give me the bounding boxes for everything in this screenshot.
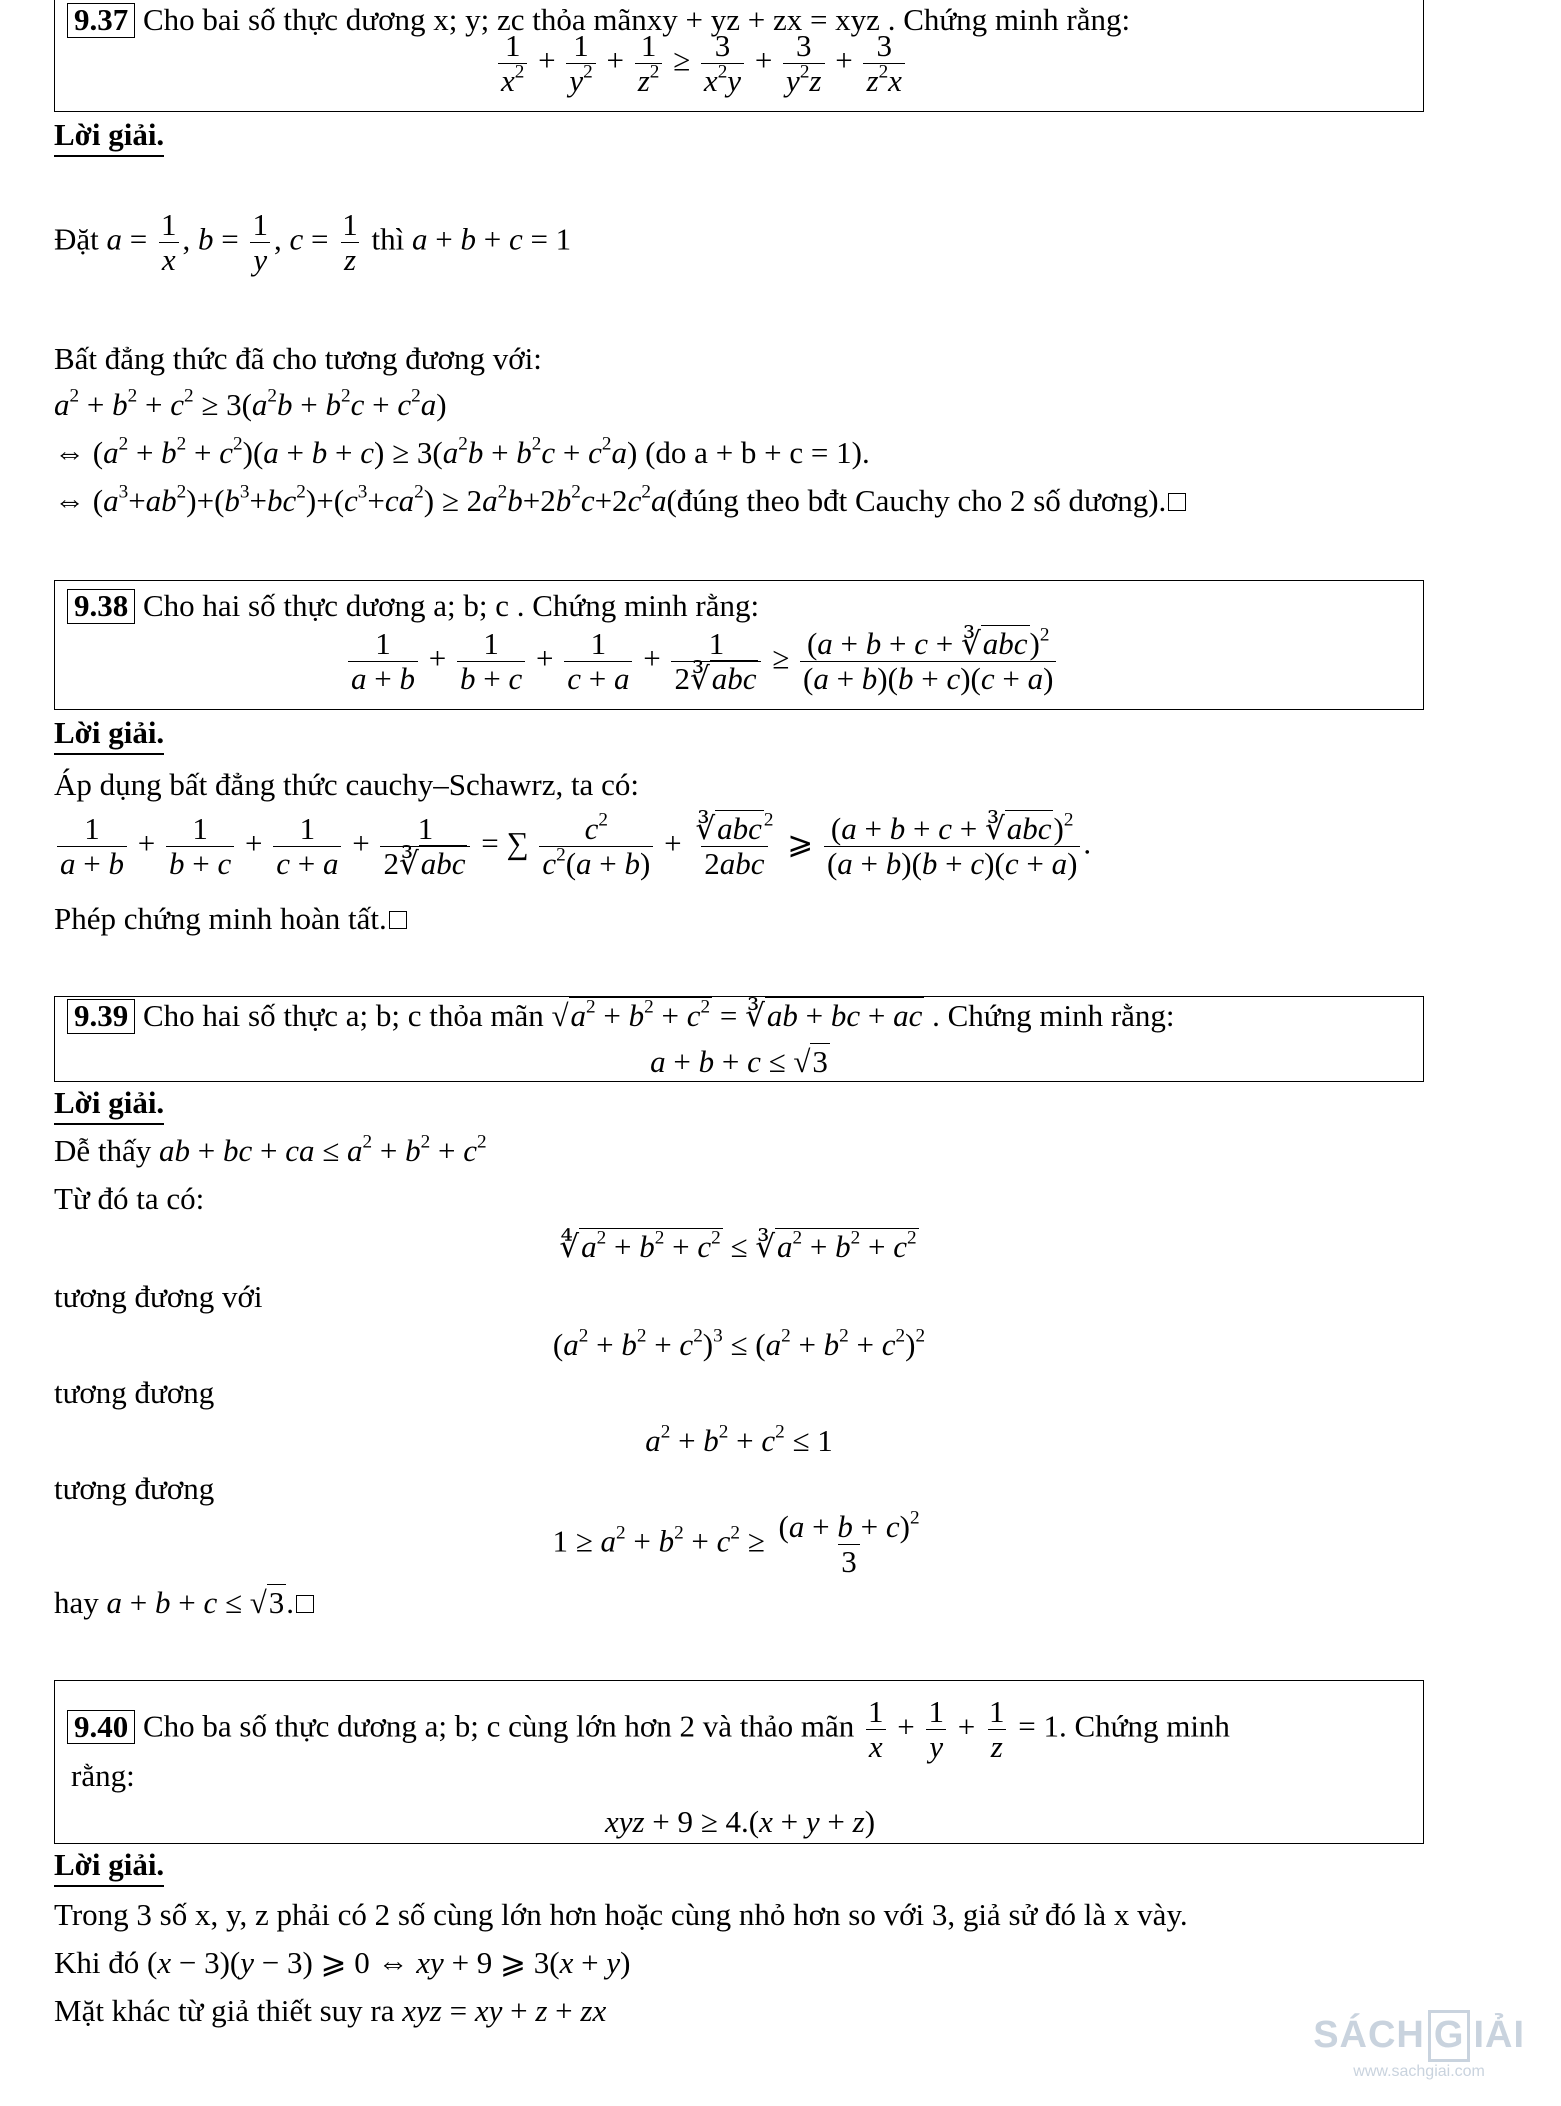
problem-statement: Cho hai số thực a; b; c thỏa mãn <box>143 998 544 1033</box>
qed-icon <box>1168 493 1186 511</box>
solution-text: Áp dụng bất đẳng thức cauchy–Schawrz, ta có: <box>54 767 639 802</box>
qed-icon <box>389 911 407 929</box>
solution-text: Trong 3 số x, y, z phải có 2 số cùng lớn hơn hoặc cùng nhỏ hơn so với 3, giả sử đó là x vày. <box>54 1897 1188 1932</box>
solution-label: Lời giải. <box>54 714 164 755</box>
logo-url: www.sachgiai.com <box>1353 2062 1485 2080</box>
problem-number: 9.38 <box>67 589 135 624</box>
problem-box-9-37 <box>54 0 1424 112</box>
problem-number: 9.40 <box>67 1710 135 1745</box>
solution-text: Từ đó ta có: <box>54 1181 205 1216</box>
problem-inequality: $\frac{1}{x^2}$ + $\frac{1}{y^2}$ + $\frac{1}{z^2}$ ≥ $\frac{3}{x^2y}$ + $\frac{3}{y^2z}$ + $\frac{3}{z^2x}$ <box>495 29 908 98</box>
problem-statement: Cho hai số thực dương a; b; c . Chứng minh rằng: <box>143 588 760 623</box>
problem-inequality: xyz + 9 ≥ 4.(x + y + z) <box>604 1804 876 1839</box>
solution-text: tương đương với <box>54 1279 263 1314</box>
solution-label: Lời giải. <box>54 116 164 157</box>
solution-step: Mặt khác từ giả thiết suy ra xyz = xy + z + zx <box>54 1993 607 2028</box>
solution-step: $∜a^2 + b^2 + c^2$ ≤ $∛a^2 + b^2 + c^2$ <box>559 1227 917 1264</box>
problem-condition: $\frac{1}{x}$ + $\frac{1}{y}$ + $\frac{1}{z}$ <box>862 1709 1018 1744</box>
problem-box-9-38 <box>54 580 1424 710</box>
solution-step: ⇔ $(a^3+ab^2)+(b^3+bc^2)+(c^3+ca^2)$ ≥ $2a^2b+2b^2c+2c^2a(đúng$ theo bđt Cauchy cho 2 số dương). <box>54 482 1186 519</box>
solution-text: Phép chứng minh hoàn tất. <box>54 900 407 937</box>
problem-inequality: $\frac{1}{a + b}$ + $\frac{1}{b + c}$ + $\frac{1}{c + a}$ + $\frac{1}{\text{2∛abc}}$ ≥ $\frac{(a + b + c + ∛abc)^2}{(a + b)(b + c)(c + a)}$ <box>345 627 1059 696</box>
solution-step: hay a + b + c ≤ √3. <box>54 1584 314 1621</box>
solution-step: ⇔ $(a^2 + b^2 + c^2)(a + b + c) \ge 3(a^2b + b^2c + c^2a)$ (do a + b + c = 1). <box>54 433 870 470</box>
solution-label: Lời giải. <box>54 1084 164 1125</box>
problem-number: 9.37 <box>67 3 135 38</box>
solution-step: $\frac{1}{a + b}$ + $\frac{1}{b + c}$ + $\frac{1}{c + a}$ + $\frac{1}{\text{2∛abc}}$ = ∑ $\frac{c^2}{c^2(a + b)}$ + $\frac{∛abc ^2}{\text{2abc}}$ ⩾ $\frac{(a + b + c + ∛abc)^2}{(a + b)(b + c)(c + a)}$ . <box>54 812 1091 881</box>
qed-icon <box>296 1595 314 1613</box>
solution-step: Dễ thấy ab + bc + ca ≤ $a^2 + b^2 + c^2$ <box>54 1131 487 1168</box>
solution-text: tương đương <box>54 1375 215 1410</box>
problem-number: 9.39 <box>67 999 135 1034</box>
sachgiai-logo: SÁCH G IẢI www.sachgiai.com <box>1313 2010 1525 2081</box>
problem-statement: Cho ba số thực dương a; b; c cùng lớn hơn 2 và thảo mãn <box>143 1708 855 1744</box>
problem-box-9-40: 9.40 Cho ba số thực dương a; b; c cùng lớn hơn 2 và thảo mãn $\frac{1}{x}$ + $\frac{1}{y}$ + $\frac{1}{z}$ = 1. Chứng minh rằng: xyz + 9 ≥ 4.(x + y + z) <box>54 1680 1424 1844</box>
solution-step: $a^2 + b^2 + c^2 \le 1$ <box>645 1421 833 1458</box>
problem-statement-cont: rằng: <box>71 1758 135 1793</box>
problem-inequality: a + b + c ≤ √3 <box>650 1044 828 1079</box>
solution-step: Khi đó (x − 3)(y − 3) ⩾ 0 ⇔ xy + 9 ⩾ 3(x + y) <box>54 1945 631 1980</box>
solution-substitution: Đặt a = $\frac{1}{x}$ , b = $\frac{1}{y}$ , c = $\frac{1}{z}$ thì a + b + c = 1 <box>54 207 572 278</box>
solution-step: $1 \ge a^2 + b^2 + c^2$ ≥ $\frac{(a + b + c)^2}{3}$ <box>552 1507 920 1580</box>
problem-condition: $√a^2 + b^2 + c^2$ = ∛ab + bc + ac <box>551 996 923 1033</box>
problem-statement: Cho bai số thực dương x; y; zc thỏa mãnxy + yz + zx = xyz . Chứng minh rằng: <box>143 2 1131 37</box>
solution-text: Bất đẳng thức đã cho tương đương với: <box>54 341 542 376</box>
solution-label: Lời giải. <box>54 1846 164 1887</box>
solution-text: tương đương <box>54 1471 215 1506</box>
problem-box-9-39: 9.39 Cho hai số thực a; b; c thỏa mãn $√a^2 + b^2 + c^2$ = ∛ab + bc + ac . Chứng minh rằng: a + b + c ≤ √3 <box>54 996 1424 1082</box>
solution-step: $a^2 + b^2 + c^2 \ge 3(a^2b + b^2c + c^2a)$ <box>54 385 447 422</box>
solution-step: $(a^2 + b^2 + c^2)^3 \le (a^2 + b^2 + c^2)^2$ <box>552 1325 926 1362</box>
